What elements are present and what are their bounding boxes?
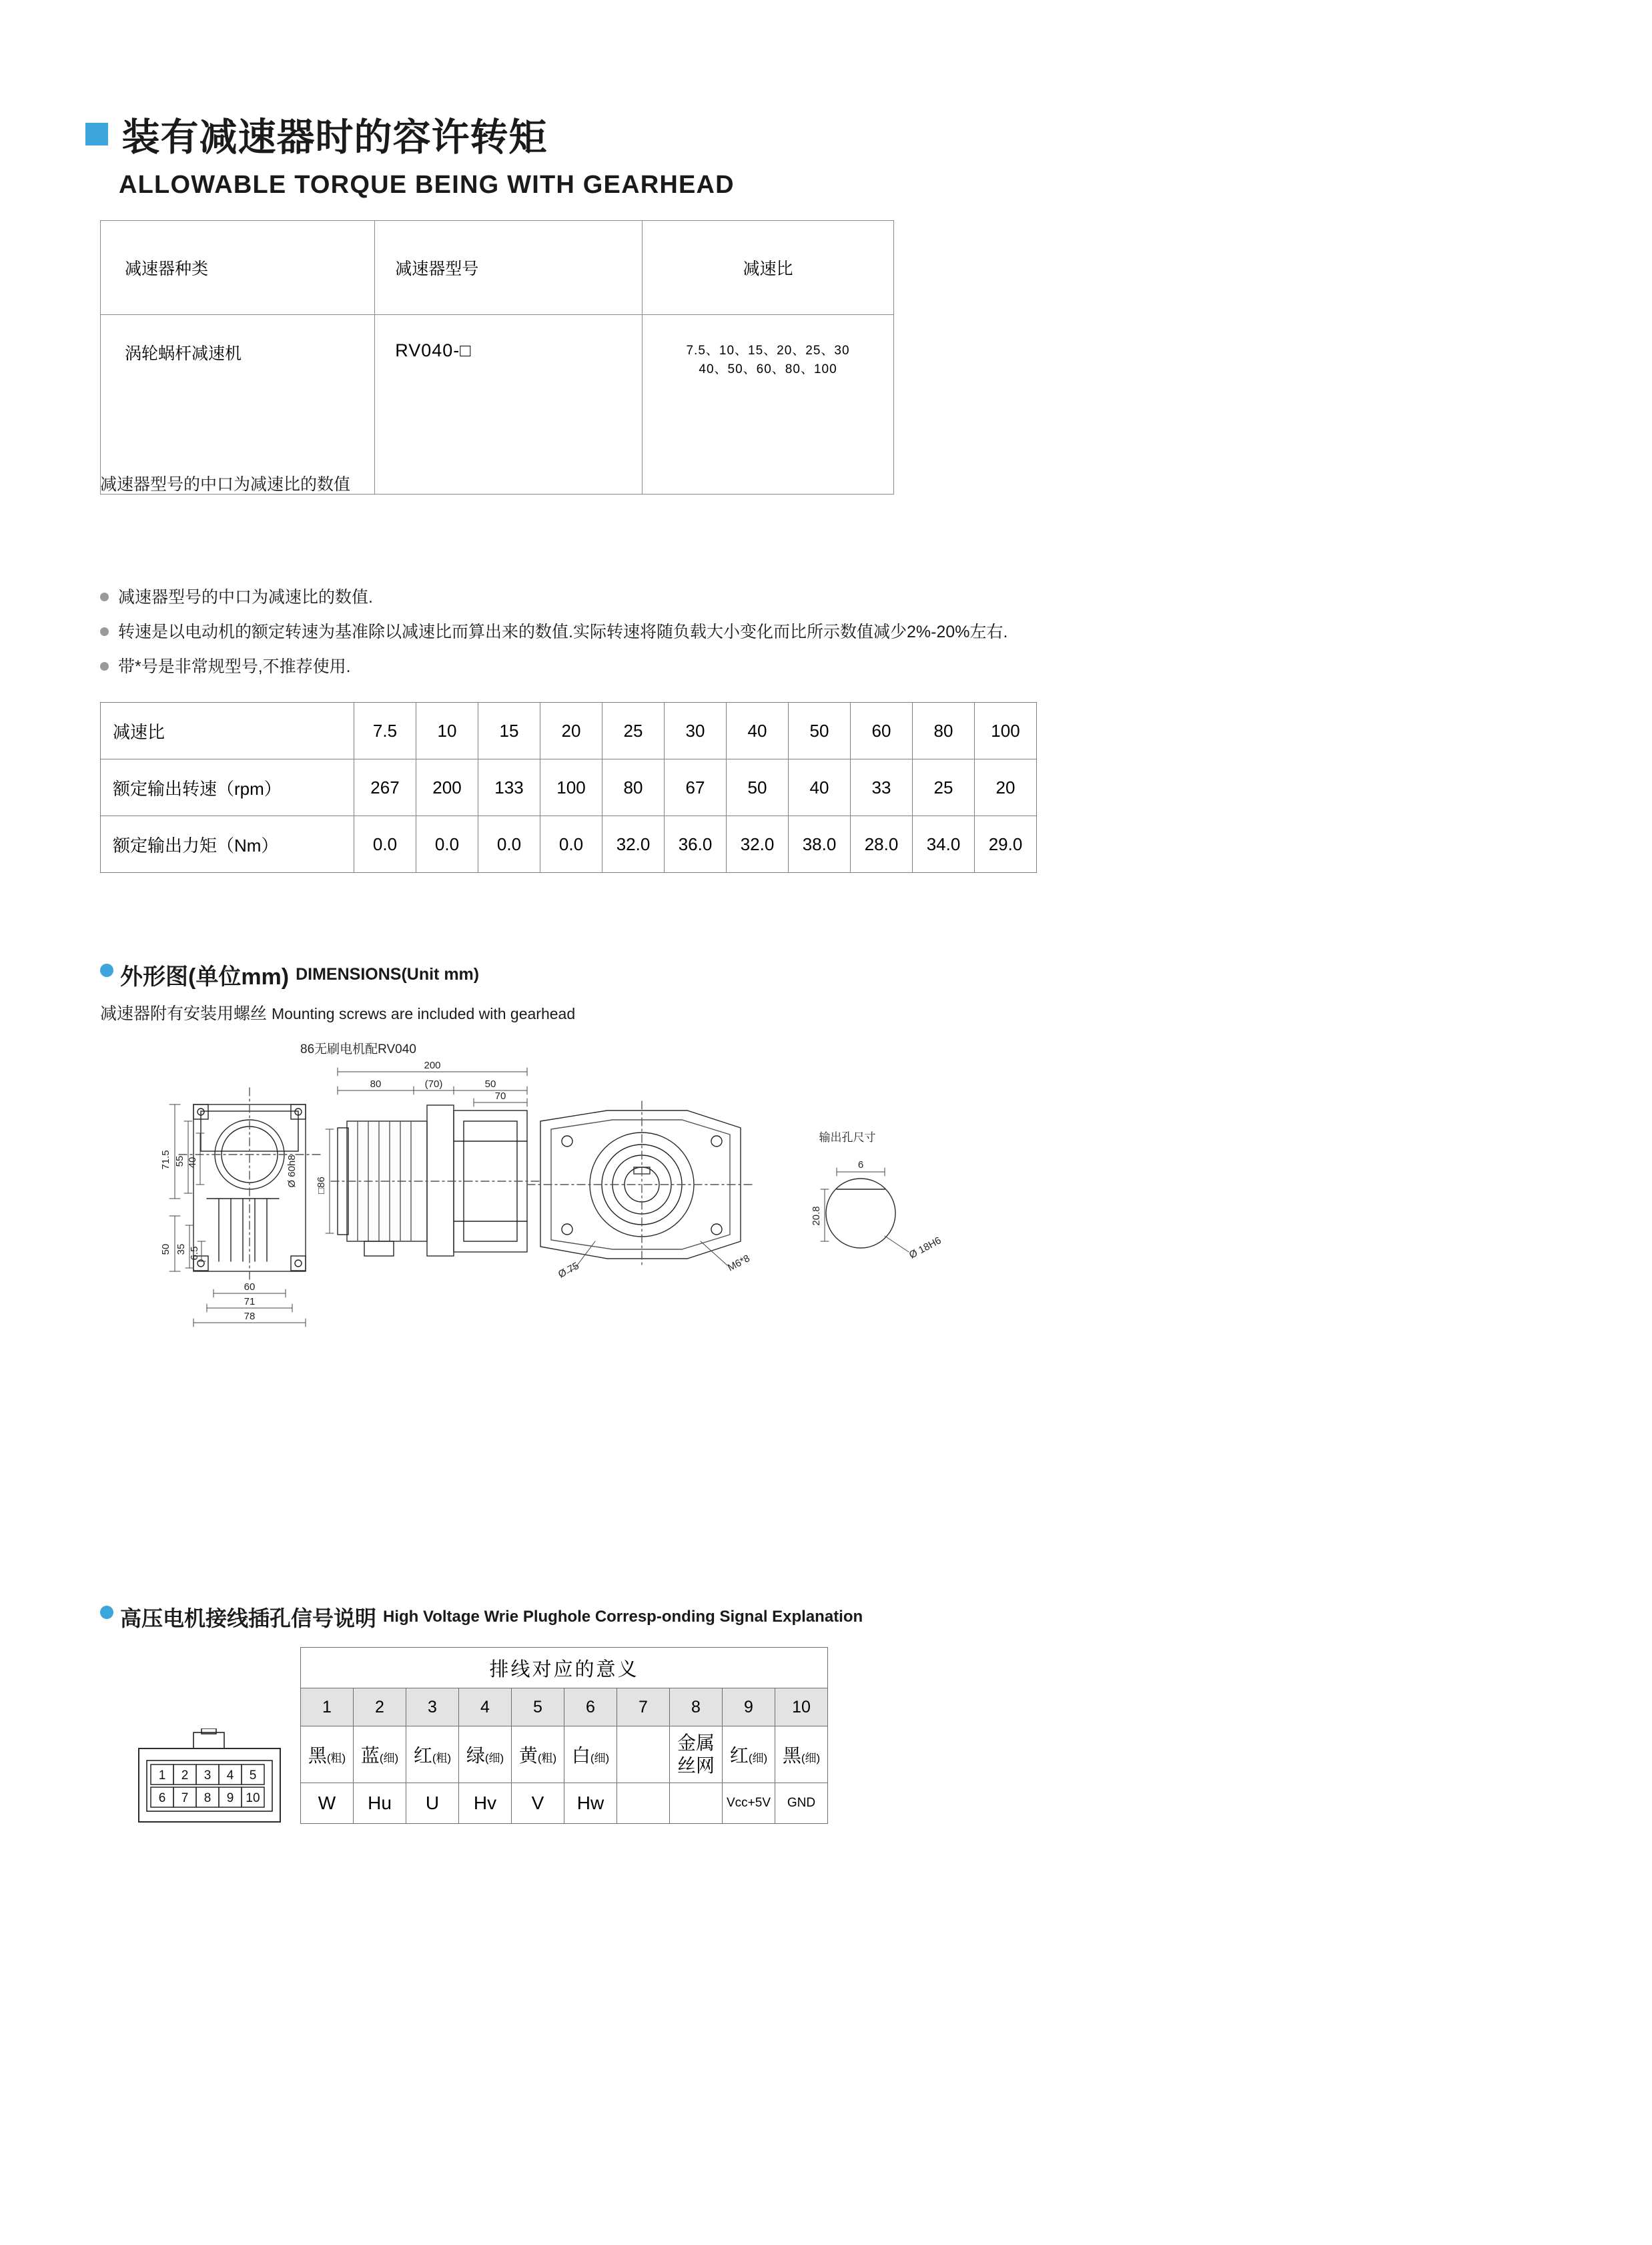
bullet-dot-icon [100, 662, 109, 671]
connector-pin-6: 6 [158, 1791, 166, 1805]
spec-table [100, 702, 1037, 873]
label-18h6: Ø 18H6 [907, 1235, 943, 1261]
wire-gauge: (粗) [432, 1752, 452, 1765]
note-text: 减速器型号的中口为减速比的数值. [118, 588, 373, 607]
wire-color-9 [723, 1726, 775, 1783]
cell-gear-ratios [643, 315, 894, 495]
connector-pin-9: 9 [226, 1791, 234, 1805]
connector-pin-1: 1 [158, 1769, 166, 1783]
cell-ratio-5: 30 [665, 703, 727, 759]
wire-gauge: (细) [748, 1752, 768, 1765]
label-6-5: 6.5 [189, 1246, 200, 1261]
label-71: 71 [244, 1296, 256, 1307]
pin-number-7: 7 [617, 1688, 670, 1726]
pin-number-8: 8 [670, 1688, 723, 1726]
label-shaft-title: 输出孔尺寸 [819, 1131, 876, 1144]
dimensions-section-header [100, 958, 575, 1024]
cell-gear-model: RV040-□ [375, 315, 643, 495]
table-row [101, 816, 1037, 873]
pin-number-1: 1 [301, 1688, 354, 1726]
cell-gear-type: 涡轮蜗杆减速机 [101, 315, 375, 495]
list-item [100, 619, 1007, 643]
cell-torque-3: 0.0 [540, 816, 602, 873]
cell-ratio-0: 7.5 [354, 703, 416, 759]
cell-speed-2: 133 [478, 759, 540, 816]
wire-gauge: (粗) [326, 1752, 346, 1765]
dimensions-subtitle-cn: 减速器附有安装用螺丝 [100, 1004, 268, 1023]
wire-gauge: (细) [379, 1752, 399, 1765]
signal-1: W [301, 1783, 354, 1824]
row-label-speed: 额定输出转速（rpm） [101, 759, 354, 816]
table-row [101, 703, 1037, 759]
label-71-5: 71.5 [160, 1150, 171, 1170]
wire-color-8: 金属丝网 [670, 1726, 723, 1783]
list-item [100, 653, 1007, 677]
wiring-signal-row [301, 1783, 828, 1824]
cell-speed-5: 67 [665, 759, 727, 816]
wire-color-10 [775, 1726, 828, 1783]
wire-color-name: 红 [729, 1745, 749, 1766]
connector-pin-8: 8 [203, 1791, 212, 1805]
bullet-dot-icon [100, 627, 109, 636]
wire-gauge: (粗) [537, 1752, 557, 1765]
table-header-row [101, 221, 894, 315]
connector-pin-3: 3 [203, 1769, 212, 1783]
wire-color-2 [354, 1726, 406, 1783]
pin-number-5: 5 [512, 1688, 564, 1726]
table-row [101, 759, 1037, 816]
connector-diagram [127, 1728, 294, 1852]
cell-torque-4: 32.0 [602, 816, 665, 873]
wire-color-name: 红 [413, 1745, 432, 1766]
wiring-section-header [100, 1602, 863, 1632]
list-item [100, 584, 1007, 608]
cell-ratio-8: 60 [851, 703, 913, 759]
connector-pin-10: 10 [246, 1791, 260, 1805]
wire-gauge: (细) [590, 1752, 610, 1765]
connector-pin-7: 7 [181, 1791, 189, 1805]
dimensions-subtitle-en: Mounting screws are included with gearhead [271, 1005, 576, 1022]
pin-number-6: 6 [564, 1688, 617, 1726]
cell-ratio-9: 80 [913, 703, 975, 759]
label-50: 50 [484, 1078, 496, 1090]
label-6: 6 [857, 1159, 864, 1171]
signal-2: Hu [354, 1783, 406, 1824]
wiring-table [300, 1647, 828, 1824]
section-dot-icon [100, 964, 113, 977]
dimensions-title-en: DIMENSIONS(Unit mm) [296, 965, 480, 984]
wire-color-5 [512, 1726, 564, 1783]
label-m6: M6*8 [725, 1253, 752, 1274]
signal-9: Vcc+5V [723, 1783, 775, 1824]
wire-color-name: 蓝 [360, 1745, 380, 1766]
cell-speed-7: 40 [789, 759, 851, 816]
wire-color-name: 绿 [466, 1745, 485, 1766]
connector-pin-2: 2 [181, 1769, 189, 1783]
cell-torque-0: 0.0 [354, 816, 416, 873]
label-200: 200 [424, 1060, 441, 1071]
dimensions-title: 外形图(单位mm) [120, 964, 290, 990]
label-35: 35 [175, 1243, 187, 1255]
pin-number-9: 9 [723, 1688, 775, 1726]
wire-gauge: (细) [484, 1752, 504, 1765]
wire-color-name: 白 [571, 1745, 590, 1766]
connector-pin-4: 4 [226, 1769, 234, 1783]
label-78: 78 [244, 1311, 256, 1322]
pin-number-3: 3 [406, 1688, 459, 1726]
ratios-line-2: 40、50、60、80、100 [699, 362, 837, 376]
label-50-v: 50 [160, 1243, 171, 1255]
cell-ratio-6: 40 [727, 703, 789, 759]
cell-speed-4: 80 [602, 759, 665, 816]
section-dot-icon [100, 1606, 113, 1619]
cell-torque-10: 29.0 [975, 816, 1037, 873]
wiring-color-row [301, 1726, 828, 1783]
wire-color-7 [617, 1726, 670, 1783]
cell-torque-7: 38.0 [789, 816, 851, 873]
heading-square-icon [85, 123, 108, 145]
table-note: 减速器型号的中口为减速比的数值 [100, 475, 351, 494]
cell-speed-10: 20 [975, 759, 1037, 816]
cell-torque-9: 34.0 [913, 816, 975, 873]
cell-speed-3: 100 [540, 759, 602, 816]
signal-6: Hw [564, 1783, 617, 1824]
pin-number-2: 2 [354, 1688, 406, 1726]
cell-speed-6: 50 [727, 759, 789, 816]
label-70: 70 [494, 1090, 506, 1102]
cell-ratio-2: 15 [478, 703, 540, 759]
label-70p: (70) [424, 1078, 443, 1090]
signal-10: GND [775, 1783, 828, 1824]
dimensions-subtitle [100, 1000, 575, 1024]
wire-color-name: 黑 [782, 1745, 801, 1766]
cell-ratio-7: 50 [789, 703, 851, 759]
wire-color-name: 黑 [308, 1745, 327, 1766]
signal-4: Hv [459, 1783, 512, 1824]
cell-torque-2: 0.0 [478, 816, 540, 873]
cell-speed-9: 25 [913, 759, 975, 816]
cell-speed-8: 33 [851, 759, 913, 816]
cell-torque-1: 0.0 [416, 816, 478, 873]
wire-color-6 [564, 1726, 617, 1783]
bullet-dot-icon [100, 593, 109, 601]
wiring-table-title: 排线对应的意义 [301, 1648, 828, 1688]
cell-ratio-1: 10 [416, 703, 478, 759]
note-text: 转速是以电动机的额定转速为基准除以减速比而算出来的数值.实际转速将随负载大小变化而比所示数值减少2%-20%左右. [118, 623, 1008, 641]
label-20-8: 20.8 [811, 1206, 822, 1226]
ratios-line-1: 7.5、10、15、20、25、30 [686, 344, 850, 358]
page-heading [85, 107, 735, 200]
table-row [101, 315, 894, 495]
header-cell-ratio: 减速比 [643, 221, 894, 315]
notes-list [100, 584, 1007, 688]
note-text: 带*号是非常规型号,不推荐使用. [118, 657, 351, 676]
label-sq86: □86 [316, 1177, 327, 1194]
label-75: Ø 75 [556, 1260, 581, 1281]
cell-ratio-10: 100 [975, 703, 1037, 759]
header-cell-type: 减速器种类 [101, 221, 375, 315]
pin-number-10: 10 [775, 1688, 828, 1726]
signal-8 [670, 1783, 723, 1824]
label-80: 80 [370, 1078, 382, 1090]
row-label-ratio: 减速比 [101, 703, 354, 759]
cell-speed-1: 200 [416, 759, 478, 816]
wire-color-1 [301, 1726, 354, 1783]
connector-pin-5: 5 [249, 1769, 257, 1783]
cell-ratio-4: 25 [602, 703, 665, 759]
signal-3: U [406, 1783, 459, 1824]
cell-torque-6: 32.0 [727, 816, 789, 873]
wire-gauge: (细) [801, 1752, 821, 1765]
wire-color-3 [406, 1726, 459, 1783]
wiring-table-title-row [301, 1648, 828, 1688]
header-cell-model: 减速器型号 [375, 221, 643, 315]
gearhead-table [100, 220, 894, 495]
cell-ratio-3: 20 [540, 703, 602, 759]
label-55: 55 [174, 1155, 185, 1167]
drawing-caption: 86无刷电机配RV040 [300, 1042, 416, 1056]
cell-speed-0: 267 [354, 759, 416, 816]
page-title: 装有减速器时的容许转矩 [121, 116, 548, 159]
wire-color-4 [459, 1726, 512, 1783]
cell-torque-8: 28.0 [851, 816, 913, 873]
wiring-title: 高压电机接线插孔信号说明 [120, 1606, 377, 1630]
wiring-number-row [301, 1688, 828, 1726]
pin-number-4: 4 [459, 1688, 512, 1726]
dimension-drawing [100, 1041, 967, 1415]
cell-torque-5: 36.0 [665, 816, 727, 873]
row-label-torque: 额定输出力矩（Nm） [101, 816, 354, 873]
wiring-title-en: High Voltage Wrie Plughole Corresp-onding Signal Explanation [383, 1608, 863, 1626]
label-60: 60 [244, 1281, 256, 1293]
wire-color-name: 黄 [518, 1745, 538, 1766]
label-60h8: Ø 60h8 [286, 1155, 298, 1188]
signal-5: V [512, 1783, 564, 1824]
signal-7 [617, 1783, 670, 1824]
label-40: 40 [187, 1157, 198, 1169]
page-title-en: ALLOWABLE TORQUE BEING WITH GEARHEAD [119, 171, 735, 199]
